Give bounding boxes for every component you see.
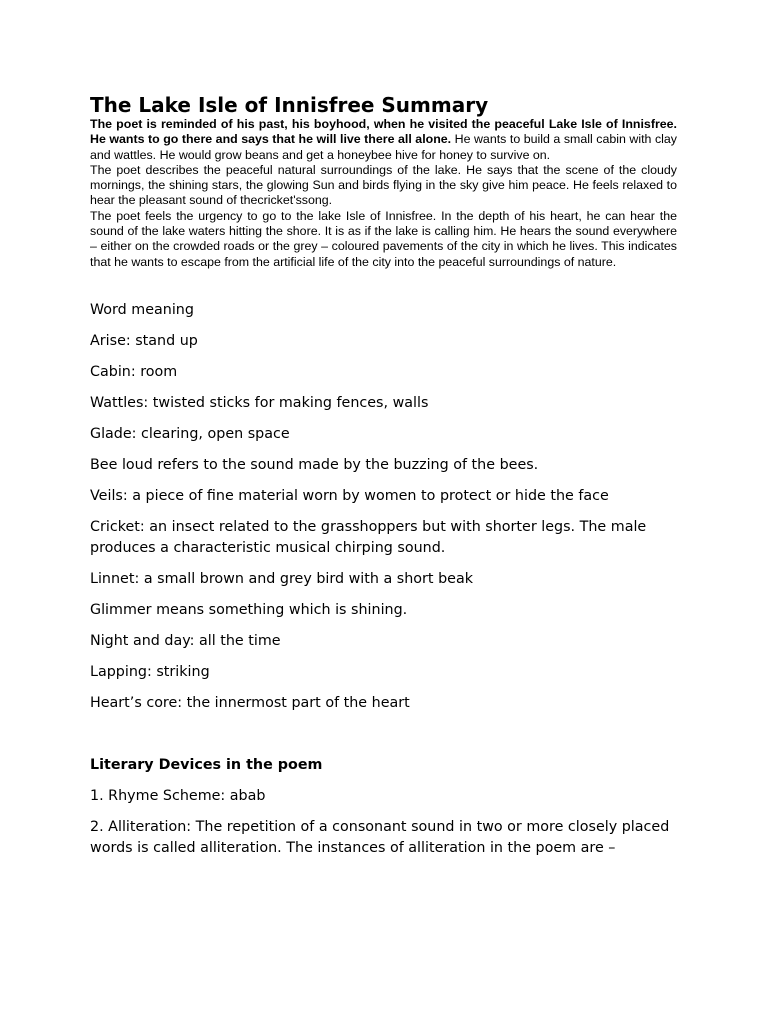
literary-devices-heading: Literary Devices in the poem [90, 756, 323, 773]
word-meaning-item: Heart’s core: the innermost part of the heart [90, 694, 410, 711]
literary-device-item: 1. Rhyme Scheme: abab [90, 787, 266, 804]
literary-devices-section [90, 755, 677, 859]
summary-paragraph-2: The poet describes the peaceful natural surroundings of the lake. He says that the scene of the cloudy mornings, the shining stars, the glowing Sun and birds flying in the sky give him peace. He feels relaxed to hear the pleasant sound of thecricket'ssong. [90, 162, 677, 208]
word-meaning-item: Wattles: twisted sticks for making fences, walls [90, 394, 429, 411]
word-meaning-item: Linnet: a small brown and grey bird with a short beak [90, 570, 473, 587]
word-meaning-heading: Word meaning [90, 301, 194, 318]
word-meaning-item: Veils: a piece of fine material worn by women to protect or hide the face [90, 487, 609, 504]
word-meaning-section [90, 300, 677, 714]
word-meaning-item: Night and day: all the time [90, 632, 281, 649]
word-meaning-item: Arise: stand up [90, 332, 198, 349]
word-meaning-item: Cabin: room [90, 363, 178, 380]
word-meaning-item: Lapping: striking [90, 663, 210, 680]
word-meaning-item: Glade: clearing, open space [90, 425, 290, 442]
summary-paragraph-1-bold: The poet is reminded of his past, his boyhood, when he visited the peaceful Lake Isle of Innisfree. He wants to go there and says that he will live there all alone. [90, 117, 677, 147]
word-meaning-item: Bee loud refers to the sound made by the buzzing of the bees. [90, 456, 539, 473]
summary-paragraph-1 [90, 117, 677, 163]
word-meaning-item: Glimmer means something which is shining. [90, 601, 408, 618]
summary-paragraph-1-rest: He wants to build a small cabin with clay and wattles. He would grow beans and get a honeybee hive for honey to survive on. [90, 132, 677, 162]
summary-section [90, 117, 677, 270]
word-meaning-item: Cricket: an insect related to the grasshoppers but with shorter legs. The male produces a characteristic musical chirping sound. [90, 518, 647, 556]
summary-paragraph-3: The poet feels the urgency to go to the lake Isle of Innisfree. In the depth of his heart, he can hear the sound of the lake waters hitting the shore. It is as if the lake is calling him. He hears the sound everywhere – either on the crowded roads or the grey – coloured pavements of the city in which he lives. This indicates that he wants to escape from the artificial life of the city into the peaceful surroundings of nature. [90, 208, 677, 269]
document-page [90, 93, 677, 859]
document-title: The Lake Isle of Innisfree Summary [90, 93, 489, 117]
literary-device-item: 2. Alliteration: The repetition of a consonant sound in two or more closely placed words is called alliteration. The instances of alliteration in the poem are – [90, 818, 670, 856]
